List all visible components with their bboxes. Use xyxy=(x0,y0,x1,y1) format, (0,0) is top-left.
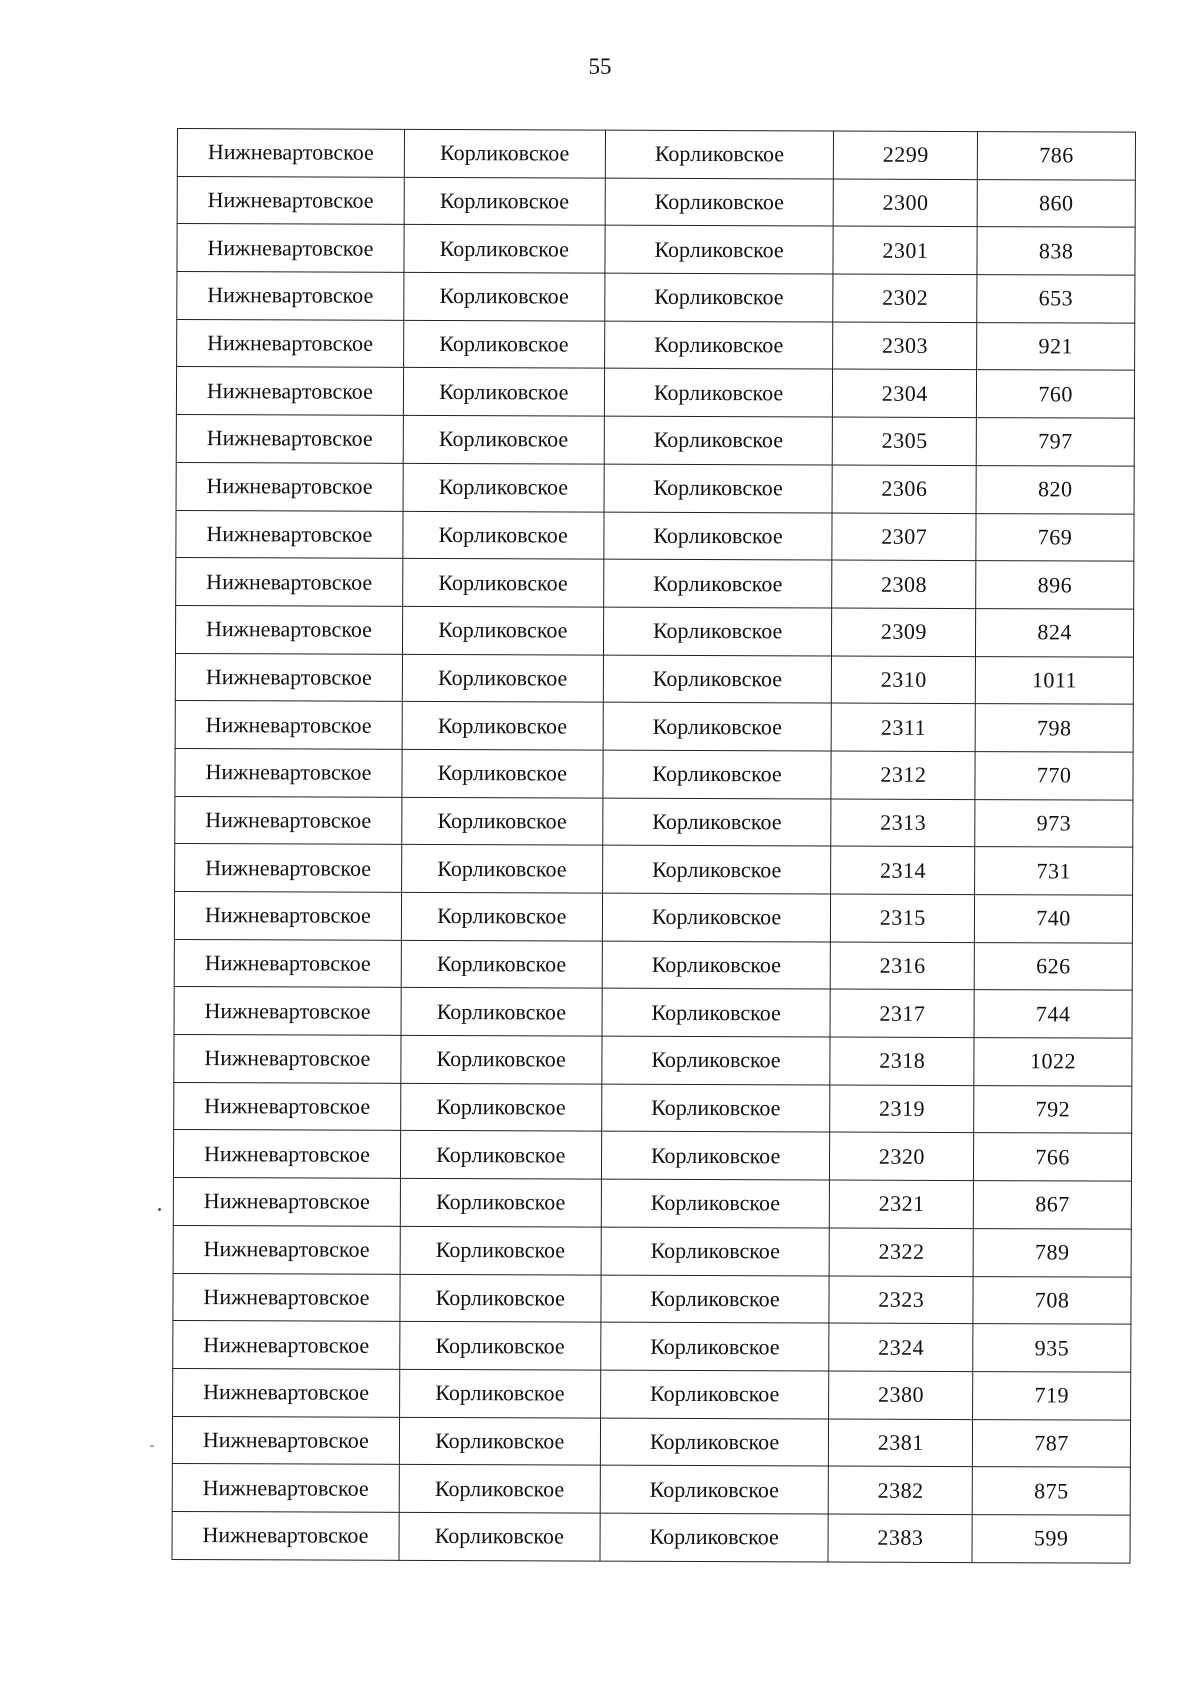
table-row xyxy=(175,844,1133,895)
cell-district: Нижневартовское xyxy=(175,844,402,893)
cell-code: 2382 xyxy=(829,1466,973,1514)
cell-value: 653 xyxy=(977,275,1135,323)
cell-code: 2319 xyxy=(830,1085,974,1133)
cell-area: Корликовское xyxy=(403,415,604,463)
cell-area: Корликовское xyxy=(400,1178,601,1226)
cell-site: Корликовское xyxy=(603,702,832,751)
cell-area: Корликовское xyxy=(401,940,602,988)
cell-area: Корликовское xyxy=(401,1083,602,1131)
cell-area: Корликовское xyxy=(400,1226,601,1274)
cell-code: 2300 xyxy=(834,179,978,227)
cell-area: Корликовское xyxy=(403,511,604,559)
cell-site: Корликовское xyxy=(600,1322,829,1371)
cell-site: Корликовское xyxy=(604,464,833,513)
table-row xyxy=(177,319,1135,370)
cell-value: 719 xyxy=(973,1371,1131,1419)
cell-value: 875 xyxy=(972,1467,1130,1515)
cell-district: Нижневартовское xyxy=(177,129,404,178)
table-row xyxy=(175,605,1133,656)
cell-site: Корликовское xyxy=(601,1084,830,1133)
cell-district: Нижневартовское xyxy=(173,1273,400,1322)
cell-district: Нижневартовское xyxy=(173,1321,400,1370)
cell-site: Корликовское xyxy=(602,941,831,990)
cell-area: Корликовское xyxy=(404,177,605,225)
cell-area: Корликовское xyxy=(403,463,604,511)
cell-area: Корликовское xyxy=(402,797,603,845)
cell-code: 2381 xyxy=(829,1419,973,1467)
cell-value: 708 xyxy=(973,1276,1131,1324)
page-number: 55 xyxy=(588,54,612,79)
cell-area: Корликовское xyxy=(402,606,603,654)
cell-district: Нижневартовское xyxy=(175,653,402,702)
cell-site: Корликовское xyxy=(600,1370,829,1419)
cell-area: Корликовское xyxy=(403,368,604,416)
cell-area: Корликовское xyxy=(403,559,604,607)
cell-code: 2307 xyxy=(832,513,976,561)
cell-area: Корликовское xyxy=(399,1512,600,1560)
cell-value: 766 xyxy=(974,1133,1132,1181)
cell-area: Корликовское xyxy=(400,1322,601,1370)
table-row xyxy=(175,796,1133,847)
cell-code: 2322 xyxy=(830,1228,974,1276)
cell-site: Корликовское xyxy=(600,1513,829,1562)
table-row xyxy=(172,1511,1130,1562)
cell-district: Нижневартовское xyxy=(176,510,403,559)
cell-site: Корликовское xyxy=(605,226,834,275)
table-row xyxy=(173,1178,1131,1229)
cell-code: 2324 xyxy=(829,1323,973,1371)
scan-speck xyxy=(158,1208,161,1211)
table-row xyxy=(173,1321,1131,1372)
cell-district: Нижневартовское xyxy=(177,224,404,273)
table-row xyxy=(175,701,1133,752)
cell-site: Корликовское xyxy=(602,1036,831,1085)
cell-value: 792 xyxy=(974,1085,1132,1133)
cell-site: Корликовское xyxy=(603,655,832,704)
scan-speck xyxy=(150,1445,154,1447)
cell-code: 2380 xyxy=(829,1371,973,1419)
cell-site: Корликовское xyxy=(605,178,834,227)
cell-value: 867 xyxy=(973,1181,1131,1229)
cell-district: Нижневартовское xyxy=(175,748,402,797)
cell-area: Корликовское xyxy=(404,225,605,273)
cell-area: Корликовское xyxy=(402,702,603,750)
table-row xyxy=(173,1225,1131,1276)
table-row xyxy=(176,510,1134,561)
cell-code: 2309 xyxy=(832,608,976,656)
cell-site: Корликовское xyxy=(604,416,833,465)
cell-code: 2321 xyxy=(830,1180,974,1228)
cell-site: Корликовское xyxy=(601,1132,830,1181)
cell-value: 787 xyxy=(973,1419,1131,1467)
cell-area: Корликовское xyxy=(399,1465,600,1513)
cell-district: Нижневартовское xyxy=(173,1225,400,1274)
table-row xyxy=(174,939,1132,990)
cell-site: Корликовское xyxy=(604,512,833,561)
cell-area: Корликовское xyxy=(404,272,605,320)
cell-value: 599 xyxy=(972,1515,1130,1563)
cell-area: Корликовское xyxy=(401,988,602,1036)
table-row xyxy=(174,891,1132,942)
cell-value: 1011 xyxy=(976,656,1134,704)
cell-value: 797 xyxy=(976,418,1134,466)
cell-site: Корликовское xyxy=(602,798,831,847)
cell-district: Нижневартовское xyxy=(177,272,404,321)
cell-code: 2304 xyxy=(833,369,977,417)
cell-code: 2316 xyxy=(831,942,975,990)
cell-site: Корликовское xyxy=(600,1465,829,1514)
cell-area: Корликовское xyxy=(399,1369,600,1417)
cell-value: 921 xyxy=(977,322,1135,370)
table-row xyxy=(173,1368,1131,1419)
cell-value: 824 xyxy=(976,608,1134,656)
cell-district: Нижневартовское xyxy=(172,1416,399,1465)
table-row xyxy=(174,1082,1132,1133)
cell-value: 786 xyxy=(978,132,1136,180)
cell-site: Корликовское xyxy=(601,1179,830,1228)
cell-code: 2383 xyxy=(828,1514,972,1562)
table-row xyxy=(175,748,1133,799)
cell-site: Корликовское xyxy=(603,607,832,656)
table-row xyxy=(174,1035,1132,1086)
cell-district: Нижневартовское xyxy=(175,605,402,654)
cell-site: Корликовское xyxy=(604,273,833,322)
table-row xyxy=(173,1130,1131,1181)
cell-district: Нижневартовское xyxy=(173,1178,400,1227)
cell-area: Корликовское xyxy=(404,129,605,177)
table-row xyxy=(176,462,1134,513)
cell-value: 731 xyxy=(975,847,1133,895)
cell-code: 2311 xyxy=(832,703,976,751)
cell-district: Нижневартовское xyxy=(174,1082,401,1131)
cell-district: Нижневартовское xyxy=(175,796,402,845)
cell-district: Нижневартовское xyxy=(174,891,401,940)
table-row xyxy=(174,987,1132,1038)
cell-code: 2303 xyxy=(833,322,977,370)
cell-value: 769 xyxy=(976,513,1134,561)
table-row xyxy=(176,415,1134,466)
cell-value: 838 xyxy=(977,227,1135,275)
cell-code: 2302 xyxy=(833,274,977,322)
cell-site: Корликовское xyxy=(601,1275,830,1324)
table-body xyxy=(172,129,1135,1563)
cell-district: Нижневартовское xyxy=(176,462,403,511)
cell-code: 2301 xyxy=(833,226,977,274)
cell-site: Корликовское xyxy=(604,321,833,370)
cell-district: Нижневартовское xyxy=(176,367,403,416)
cell-area: Корликовское xyxy=(402,749,603,797)
cell-site: Корликовское xyxy=(602,989,831,1038)
table-row xyxy=(177,224,1135,275)
table-row xyxy=(177,129,1135,180)
table-row xyxy=(177,176,1135,227)
cell-code: 2310 xyxy=(832,656,976,704)
cell-code: 2305 xyxy=(833,417,977,465)
table-row xyxy=(172,1464,1130,1515)
cell-value: 740 xyxy=(975,895,1133,943)
cell-area: Корликовское xyxy=(400,1131,601,1179)
cell-area: Корликовское xyxy=(403,320,604,368)
cell-value: 973 xyxy=(975,799,1133,847)
table-row xyxy=(173,1273,1131,1324)
cell-area: Корликовское xyxy=(401,892,602,940)
cell-area: Корликовское xyxy=(401,1035,602,1083)
cell-value: 760 xyxy=(977,370,1135,418)
cell-code: 2313 xyxy=(831,799,975,847)
cell-code: 2317 xyxy=(830,989,974,1037)
cell-code: 2306 xyxy=(832,465,976,513)
table-row xyxy=(176,367,1134,418)
cell-value: 860 xyxy=(977,179,1135,227)
cell-district: Нижневартовское xyxy=(174,1035,401,1084)
cell-site: Корликовское xyxy=(605,130,834,179)
cell-district: Нижневартовское xyxy=(177,319,404,368)
cell-district: Нижневартовское xyxy=(173,1130,400,1179)
cell-value: 626 xyxy=(974,942,1132,990)
cell-site: Корликовское xyxy=(603,750,832,799)
data-table xyxy=(172,128,1136,1563)
cell-code: 2299 xyxy=(834,131,978,179)
cell-district: Нижневартовское xyxy=(174,939,401,988)
cell-district: Нижневартовское xyxy=(175,701,402,750)
cell-site: Корликовское xyxy=(601,1227,830,1276)
cell-value: 935 xyxy=(973,1324,1131,1372)
cell-district: Нижневартовское xyxy=(172,1511,399,1560)
cell-area: Корликовское xyxy=(399,1417,600,1465)
cell-district: Нижневартовское xyxy=(172,1464,399,1513)
table-row xyxy=(175,653,1133,704)
cell-code: 2312 xyxy=(831,751,975,799)
cell-value: 744 xyxy=(974,990,1132,1038)
cell-code: 2323 xyxy=(829,1276,973,1324)
cell-code: 2308 xyxy=(832,560,976,608)
table-row xyxy=(172,1416,1130,1467)
cell-value: 789 xyxy=(973,1228,1131,1276)
cell-site: Корликовское xyxy=(604,369,833,418)
cell-area: Корликовское xyxy=(401,845,602,893)
cell-area: Корликовское xyxy=(402,654,603,702)
cell-value: 1022 xyxy=(974,1038,1132,1086)
cell-value: 820 xyxy=(976,465,1134,513)
cell-district: Нижневартовское xyxy=(173,1368,400,1417)
cell-value: 896 xyxy=(976,561,1134,609)
cell-district: Нижневартовское xyxy=(177,176,404,225)
cell-site: Корликовское xyxy=(600,1418,829,1467)
cell-district: Нижневартовское xyxy=(176,558,403,607)
cell-code: 2318 xyxy=(830,1037,974,1085)
table-row xyxy=(177,272,1135,323)
cell-district: Нижневартовское xyxy=(174,987,401,1036)
cell-value: 770 xyxy=(975,752,1133,800)
cell-district: Нижневартовское xyxy=(176,415,403,464)
cell-area: Корликовское xyxy=(400,1274,601,1322)
cell-value: 798 xyxy=(975,704,1133,752)
cell-site: Корликовское xyxy=(603,559,832,608)
cell-code: 2315 xyxy=(831,894,975,942)
table-row xyxy=(176,558,1134,609)
cell-code: 2320 xyxy=(830,1132,974,1180)
cell-site: Корликовское xyxy=(602,845,831,894)
cell-site: Корликовское xyxy=(602,893,831,942)
cell-code: 2314 xyxy=(831,846,975,894)
